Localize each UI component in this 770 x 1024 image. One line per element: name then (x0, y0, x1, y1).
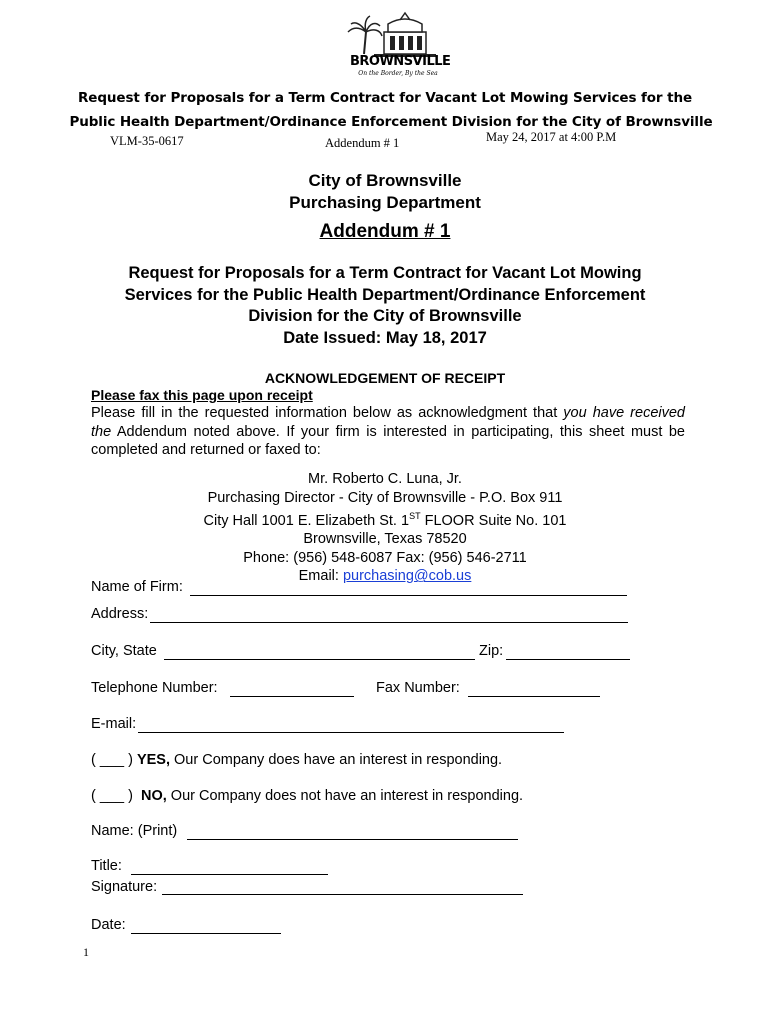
instructions-text-c: Addendum noted above. If your firm is interested in participating, this sheet must be completed and returned or faxed to: (91, 423, 685, 458)
firm-name-field[interactable] (190, 595, 627, 596)
city-logo (344, 10, 451, 80)
instructions-paragraph (91, 404, 685, 460)
page-number: 1 (83, 945, 89, 959)
date-field[interactable] (131, 933, 281, 934)
name-print-label: Name: (Print) (91, 823, 178, 839)
rfp-title-line-1: Request for Proposals for a Term Contract for Vacant Lot Mowing (128, 264, 642, 282)
yes-option[interactable] (91, 752, 502, 768)
city-state-label: City, State (91, 643, 157, 659)
due-date: May 24, 2017 at 4:00 P.M (486, 130, 617, 144)
city-state-field[interactable] (164, 659, 475, 660)
rfp-title-line-3: Division for the City of Brownsville (248, 307, 522, 325)
fax-field[interactable] (468, 696, 600, 697)
contact-block (0, 470, 770, 586)
rfp-title-line-2: Services for the Public Health Department/Ordinance Enforcement (124, 285, 646, 304)
logo-wordmark: BROWNSVILLE (350, 54, 451, 69)
contact-address-b: FLOOR Suite No. 101 (420, 512, 567, 529)
instructions-text-a: Please fill in the requested information below as acknowledgment that (91, 405, 564, 421)
no-blank[interactable]: ( ___ ) (91, 788, 133, 804)
title-field[interactable] (131, 874, 328, 875)
no-text: Our Company does not have an interest in responding. (166, 788, 524, 804)
firm-name-label: Name of Firm: (91, 579, 183, 595)
instructions-text-italic: you have received the (91, 405, 685, 440)
fax-label: Fax Number: (376, 680, 460, 696)
telephone-label: Telephone Number: (91, 680, 218, 696)
date-issued: Date Issued: May 18, 2017 (283, 328, 487, 347)
reference-number: VLM-35-0617 (110, 134, 184, 148)
signature-label: Signature: (91, 879, 158, 895)
signature-field[interactable] (162, 894, 523, 895)
city-name: City of Brownsville (308, 171, 462, 190)
department-name: Purchasing Department (289, 193, 481, 212)
logo-tagline: On the Border, By the Sea (358, 70, 438, 77)
header-addendum: Addendum # 1 (325, 136, 400, 150)
contact-address-sup: ST (409, 511, 421, 521)
contact-address (0, 507, 770, 530)
no-option[interactable] (91, 788, 523, 804)
header-title-line-1: Request for Proposals for a Term Contract for Vacant Lot Mowing Services for the (77, 90, 693, 106)
yes-blank[interactable]: ( ___ ) (91, 752, 133, 768)
contact-phone: Phone: (956) 548-6087 Fax: (956) 546-2711 (243, 549, 527, 566)
email-label: E-mail: (91, 716, 137, 732)
name-print-field[interactable] (187, 839, 518, 840)
addendum-title: Addendum # 1 (319, 221, 451, 242)
ack-heading: ACKNOWLEDGEMENT OF RECEIPT (264, 370, 506, 386)
header-title-line-2: Public Health Department/Ordinance Enforcement Division for the City of Brownsville (69, 114, 713, 130)
date-label: Date: (91, 917, 126, 933)
zip-field[interactable] (506, 659, 630, 660)
address-label: Address: (91, 606, 149, 622)
address-field[interactable] (150, 622, 628, 623)
contact-city: Brownsville, Texas 78520 (303, 531, 467, 548)
contact-email-link[interactable]: purchasing@cob.us (342, 568, 472, 585)
telephone-field[interactable] (230, 696, 354, 697)
yes-text: Our Company does have an interest in responding. (170, 752, 503, 768)
title-label: Title: (91, 858, 122, 874)
contact-name: Mr. Roberto C. Luna, Jr. (308, 471, 462, 487)
contact-address-a: City Hall 1001 E. Elizabeth St. 1 (203, 512, 410, 529)
email-field[interactable] (138, 732, 564, 733)
contact-title: Purchasing Director - City of Brownsville - P.O. Box 911 (207, 489, 563, 506)
fax-instruction: Please fax this page upon receipt (91, 387, 313, 403)
contact-email-label: Email: (298, 568, 343, 585)
zip-label: Zip: (479, 643, 504, 659)
no-word: NO, (140, 788, 167, 804)
rfp-title (0, 263, 770, 349)
yes-word: YES, (136, 752, 170, 768)
